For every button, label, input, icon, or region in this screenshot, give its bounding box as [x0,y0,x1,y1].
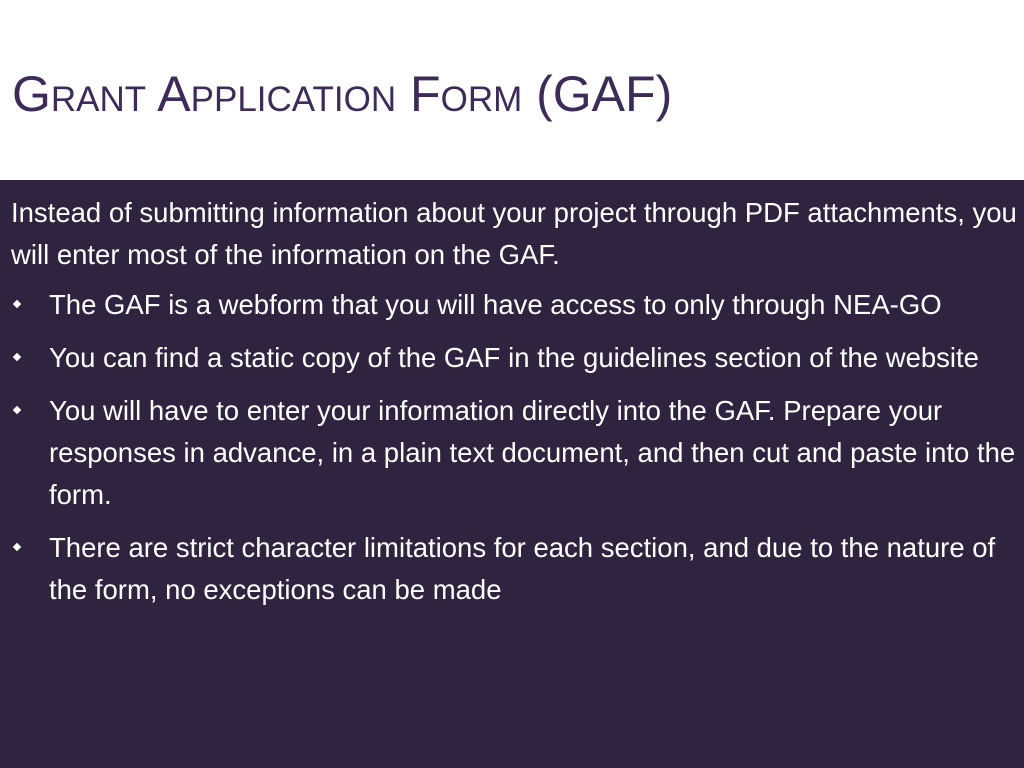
bullet-text: You can find a static copy of the GAF in the guidelines section of the website [49,342,979,373]
bullet-item [11,337,1017,379]
intro-paragraph: Instead of submitting information about your project through PDF attachments, you will enter most of the information on the GAF. [11,197,1017,270]
content-text [11,192,1017,622]
bullet-text: There are strict character limitations for each section, and due to the nature of the form, no exceptions can be made [49,532,996,605]
content-panel [0,180,1024,768]
title-area [0,0,1024,180]
bullet-text: The GAF is a webform that you will have access to only through NEA-GO [49,289,942,320]
bullet-item [11,390,1017,516]
bullet-item [11,284,1017,326]
bullet-list [11,284,1017,611]
diamond-bullet-icon [13,543,21,551]
slide-title: Grant Application Form (GAF) [12,66,673,122]
bullet-item [11,527,1017,611]
diamond-bullet-icon [13,300,21,308]
diamond-bullet-icon [13,406,21,414]
bullet-text: You will have to enter your information directly into the GAF. Prepare your responses in advance, in a plain text document, and then cut and paste into the form. [49,395,1016,510]
diamond-bullet-icon [13,353,21,361]
